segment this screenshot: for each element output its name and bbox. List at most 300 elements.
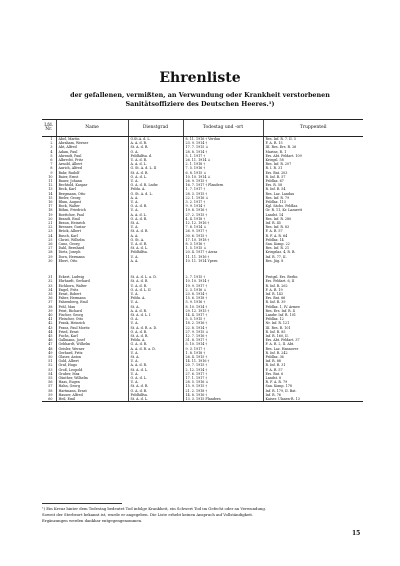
- cell-name: Fried, Ernst: [56, 330, 128, 334]
- cell-date: 2. 3. 1916 ⚔: [183, 288, 263, 292]
- cell-nr: 41: [48, 317, 53, 322]
- cell-name: Engel, Fritz: [56, 288, 128, 292]
- cell-date: 17. 10. 1918 †: [183, 238, 263, 242]
- cell-nr: 25: [48, 237, 53, 242]
- cell-name: Bahr, Rudolf: [56, 171, 128, 175]
- cell-date: 8. 11. 1916 † Verdun: [183, 137, 263, 142]
- cell-unit: Kriegslaz. 4, R. B.: [263, 250, 363, 254]
- cell-name: Beck, Karl: [56, 187, 128, 191]
- cell-unit: Res. Inf. R. 7. II. 5: [263, 137, 363, 142]
- cell-rank: St. A. d. L.: [128, 368, 183, 372]
- cell-rank: G. A. d. R.: [128, 342, 183, 346]
- cell-date: 17. 1. 1917 †: [183, 376, 263, 380]
- cell-unit: Inf. R. 88: [263, 359, 363, 363]
- cell-date: 27. 2. 1915 †: [183, 213, 263, 217]
- cell-name: Gallmann, Josef: [56, 338, 128, 342]
- cell-name: Eichhorn, Walter: [56, 284, 128, 288]
- cell-rank: A. A. d. R.: [128, 141, 183, 145]
- cell-name: Dietz, Joseph: [56, 250, 128, 254]
- cell-rank: O. A. d. L. II: [128, 288, 183, 292]
- cell-date: 8. 10. 1914 †: [183, 305, 263, 309]
- cell-nr: 17: [48, 204, 53, 209]
- cell-nr: 21: [48, 221, 53, 226]
- cell-unit: Res. Inf. R. 207: [263, 162, 363, 166]
- cell-rank: A. A. d. R. a. D.: [128, 347, 183, 351]
- cell-nr: 10: [48, 174, 53, 179]
- cell-unit: F. A. R. 2, II. Abt.: [263, 342, 363, 346]
- cell-date: 26. 9. 1917 †: [183, 229, 263, 233]
- cell-unit: San. Komp. 22: [263, 242, 363, 246]
- cell-unit: Nr. Inf. R. 121: [263, 321, 363, 325]
- cell-rank: U. A.: [128, 359, 183, 363]
- cell-nr: 13: [48, 187, 53, 192]
- cell-unit: Feldlaz. 36: [263, 355, 363, 359]
- cell-nr: 42: [48, 321, 53, 326]
- cell-unit: Feldlaz. 14: [263, 238, 363, 242]
- cell-nr: 22: [48, 225, 53, 230]
- cell-rank: St. A. d. L. I: [128, 313, 183, 317]
- cell-nr: 3: [50, 145, 53, 150]
- cell-date: 14. 4. 1917 †: [183, 313, 263, 317]
- cell-unit: Feldlaz. 67: [263, 179, 363, 183]
- cell-name: Dorn, Hermann: [56, 255, 128, 259]
- cell-name: Ahrendt, Paul: [56, 154, 128, 158]
- cell-unit: R. Inf. R. 242: [263, 351, 363, 355]
- cell-nr: 59: [48, 392, 53, 397]
- cell-name: Bechtold, Kaspar: [56, 183, 128, 187]
- cell-nr: 26: [48, 242, 53, 247]
- cell-rank: O. St. A. d. L.: [128, 192, 183, 196]
- cell-date: 5. 1. 1917 †: [183, 154, 263, 158]
- cell-rank: O. St. A.: [128, 238, 183, 242]
- cell-rank: U. A.: [128, 351, 183, 355]
- cell-nr: 60: [42, 397, 56, 402]
- cell-rank: U. A.: [128, 208, 183, 212]
- cell-rank: A. A. d. R.: [128, 309, 183, 313]
- cell-nr: 36: [48, 296, 53, 301]
- cell-name: Brenner, Gustav: [56, 225, 128, 229]
- cell-date: 4. 4. 1918 †: [183, 217, 263, 221]
- cell-unit: Inf. R. 76: [263, 393, 363, 397]
- cell-rank: U. A.: [128, 200, 183, 204]
- cell-rank: U. A.: [128, 380, 183, 384]
- cell-unit: Landst. 8: [263, 376, 363, 380]
- cell-date: 3. 2. 1917 †: [183, 200, 263, 204]
- page-title: Ehrenliste: [159, 70, 241, 86]
- cell-name: Braun, Heinrich: [56, 221, 128, 225]
- cell-nr: 43: [48, 325, 53, 330]
- cell-unit: Landst. 14: [263, 213, 363, 217]
- honor-roll-table: [42, 119, 363, 402]
- cell-name: Aurich, Alfred: [56, 166, 128, 170]
- cell-name: Böhm, Friedrich: [56, 208, 128, 212]
- cell-rank: St. A. d. R.: [128, 334, 183, 338]
- cell-nr: 7: [50, 162, 53, 167]
- cell-nr: 32: [48, 279, 53, 284]
- cell-name: Faber, Hermann: [56, 296, 128, 300]
- cell-rank: Feldu. A.: [128, 296, 183, 300]
- cell-nr: 16: [48, 200, 53, 205]
- cell-unit: Ers. Bat. 66: [263, 296, 363, 300]
- cell-nr: 46: [48, 338, 53, 343]
- cell-rank: U. A.: [128, 372, 183, 376]
- cell-nr: 20: [48, 216, 53, 221]
- cell-nr: 27: [48, 246, 53, 251]
- cell-name: Abel, Martin: [56, 137, 128, 142]
- cell-date: 17. 7. 1915 ⚔: [183, 145, 263, 149]
- cell-unit: R. Inf. R. 262: [263, 284, 363, 288]
- cell-rank: O. A. d. L.: [128, 175, 183, 179]
- cell-name: Fischer, Georg: [56, 313, 128, 317]
- cell-rank: St. A. d. R.: [128, 229, 183, 233]
- cell-nr: 55: [48, 375, 53, 380]
- cell-unit: R. Inf. R. 85: [263, 330, 363, 334]
- cell-unit: Kriegsl. 58: [263, 158, 363, 162]
- cell-nr: 44: [48, 329, 53, 334]
- cell-date: 30. 6. 1915 †: [183, 234, 263, 238]
- cell-unit: Ers. Feldart. 6, II: [263, 279, 363, 283]
- header-date: Todestag und -ort: [183, 120, 263, 137]
- cell-date: 5. 5. 1915 †: [183, 317, 263, 321]
- cell-unit: Ers. R. 58: [263, 183, 363, 187]
- cell-date: 5. 10. 1914 †: [183, 342, 263, 346]
- cell-date: 23. 8. 1914 †: [183, 292, 263, 296]
- cell-unit: Res. Jäg. 8: [263, 259, 363, 263]
- cell-rank: St. A.: [128, 305, 183, 309]
- cell-unit: Kgl. Sächs. Feldlaz.: [263, 204, 363, 208]
- cell-unit: Festgsl. Ers. Berlin: [263, 275, 363, 279]
- cell-unit: F. A. R. 57: [263, 229, 363, 233]
- cell-unit: III. Res. Ers. R. 26: [263, 145, 363, 149]
- cell-name: Geisler, Werner: [56, 347, 128, 351]
- cell-date: 31. 8. 1917 †: [183, 338, 263, 342]
- cell-rank: Feldhilfsa.: [128, 393, 183, 397]
- subtitle-line-1: der gefallenen, vermißten, an Verwundung oder Krankheit verstorbenen: [70, 91, 330, 99]
- cell-rank: U. A.: [128, 179, 183, 183]
- cell-name: Hartmann, Ernst: [56, 389, 128, 393]
- cell-rank: O. A.: [128, 150, 183, 154]
- cell-nr: 45: [48, 333, 53, 338]
- cell-rank: Feldhilfsa.: [128, 250, 183, 254]
- cell-unit: III. Res. R. 101: [263, 326, 363, 330]
- cell-name: Glaser, Anton: [56, 355, 128, 359]
- cell-rank: St. A. d. R.: [128, 145, 183, 149]
- cell-date: 2. 7. 1915 †: [183, 275, 263, 279]
- cell-rank: A. A. d. L.: [128, 162, 183, 166]
- cell-unit: Ers. Abt. Feldart. 109: [263, 154, 363, 158]
- cell-nr: 1: [50, 137, 53, 141]
- header-name: Name: [56, 120, 128, 137]
- cell-name: Eckert, Ludwig: [56, 275, 128, 279]
- cell-nr: 5: [50, 153, 53, 158]
- cell-date: 16. 7. 1917 † Flandern: [183, 183, 263, 187]
- cell-name: Christ, Wilhelm: [56, 238, 128, 242]
- cell-nr: 8: [50, 166, 53, 171]
- cell-rank: St. A. d. R.: [128, 171, 183, 175]
- cell-unit: Inf. R. 143: [263, 292, 363, 296]
- cell-name: Bieler, Georg: [56, 196, 128, 200]
- cell-date: 28. 5. 1916 ⚔: [183, 380, 263, 384]
- cell-nr: 57: [48, 384, 53, 389]
- cell-nr: 28: [48, 250, 53, 255]
- cell-name: Ebert, Otto: [56, 259, 128, 263]
- cell-unit: Ers. Abt. Feldart. 37: [263, 338, 363, 342]
- gap-cell: [42, 263, 56, 275]
- cell-nr: 6: [50, 158, 53, 163]
- cell-rank: U. A.: [128, 292, 183, 296]
- cell-name: Gold, Albert: [56, 359, 128, 363]
- header-nr: Lfd. Nr.: [42, 120, 56, 137]
- cell-rank: A. A.: [128, 234, 183, 238]
- cell-nr: 23: [48, 229, 53, 234]
- cell-rank: A. A.: [128, 196, 183, 200]
- cell-nr: 48: [48, 346, 53, 351]
- cell-name: Albrecht, Fritz: [56, 158, 128, 162]
- cell-unit: R. F. A. R. 64: [263, 234, 363, 238]
- cell-unit: Marine, R. 1: [263, 150, 363, 154]
- cell-date: 2. 12. 1914 †: [183, 368, 263, 372]
- cell-unit: Res. Laz. Landau: [263, 192, 363, 196]
- cell-date: 20. 7. 1915 †: [183, 363, 263, 367]
- cell-date: 8. 3. 1916 †: [183, 242, 263, 246]
- cell-nr: 24: [48, 233, 53, 238]
- cell-unit: Res. Laz. Hannover: [263, 347, 363, 351]
- cell-unit: San. Komp. 178: [263, 384, 363, 388]
- cell-nr: 49: [48, 350, 53, 355]
- cell-date: 1. 8. 1918 †: [183, 351, 263, 355]
- cell-date: 27. 9. 1915 ⚔: [183, 330, 263, 334]
- cell-date: 18. 2. 1916 †: [183, 321, 263, 325]
- cell-unit: Kaiser. Ulanen-R. 13: [263, 397, 363, 402]
- cell-nr: 19: [48, 212, 53, 217]
- cell-name: Brück, Albert: [56, 229, 128, 233]
- cell-nr: 38: [48, 304, 53, 309]
- cell-name: Fehl, Max: [56, 305, 128, 309]
- table-group-gap: [42, 263, 363, 275]
- cell-name: Gruber, Max: [56, 372, 128, 376]
- cell-nr: 56: [48, 380, 53, 385]
- cell-nr: 52: [48, 363, 53, 368]
- cell-unit: F. A. R. 15: [263, 141, 363, 145]
- cell-nr: 37: [48, 300, 53, 305]
- cell-unit: Ers. Bat. 6: [263, 372, 363, 376]
- cell-date: 10. 11. 1914 Ypern: [183, 259, 263, 263]
- cell-rank: St. A.: [128, 355, 183, 359]
- cell-unit: Inf. R. 160, II.: [263, 334, 363, 338]
- cell-name: Hauser, Alfred: [56, 393, 128, 397]
- cell-name: Hahn, Georg: [56, 384, 128, 388]
- cell-rank: U. A. d. R.: [128, 284, 183, 288]
- cell-unit: R. F. A. R. 79: [263, 380, 363, 384]
- cell-unit: F. A. R. 19: [263, 288, 363, 292]
- table-header-row: [42, 120, 363, 137]
- footnote-line-1: ¹) Ein Kreuz hinter dem Todestag bedeutet Tod infolge Krankheit, ein Schwert Tod im Gefecht oder an Verwundung.: [42, 506, 266, 511]
- cell-unit: Res. Inf. R. 79: [263, 196, 363, 200]
- cell-rank: Feldhilfsa. d.: [128, 154, 183, 158]
- cell-date: 19. 9. 1917 †: [183, 284, 263, 288]
- cell-nr: 30: [48, 258, 53, 263]
- cell-rank: St. A. d. R.: [128, 279, 183, 283]
- cell-nr: 34: [48, 287, 53, 292]
- cell-date: 21. 2. 1918 †: [183, 389, 263, 393]
- page-number: 15: [352, 530, 361, 537]
- cell-unit: Inf. R. 45: [263, 221, 363, 225]
- cell-nr: 12: [48, 183, 53, 188]
- gap-cell: [183, 263, 263, 275]
- cell-unit: Feldlaz. 12: [263, 317, 363, 321]
- header-rank: Dienstgrad: [128, 120, 183, 137]
- cell-rank: O. A. d. R.: [128, 330, 183, 334]
- cell-rank: O. A.: [128, 317, 183, 321]
- cell-date: 7. 8. 1914 ⚔: [183, 225, 263, 229]
- cell-name: Günther, Wilhelm: [56, 376, 128, 380]
- cell-rank: St. A.: [128, 221, 183, 225]
- cell-name: Brandt, Emil: [56, 217, 128, 221]
- cell-name: Graf, Hugo: [56, 363, 128, 367]
- cell-unit: R. Inf. R. 54: [263, 187, 363, 191]
- cell-date: 7. 5. 1916 †: [183, 166, 263, 170]
- cell-rank: St. A. d. L. a. D.: [128, 275, 183, 279]
- cell-date: 10. 10. 1914 ⚔: [183, 175, 263, 179]
- cell-unit: Feldlaz. 1, IV. Armee: [263, 305, 363, 309]
- footnote-line-2: Soweit der Sterbeort bekannt ist, wurde er angegeben. Die Liste erhebt keinen Anspruch auf Vollständigkeit.: [42, 512, 254, 517]
- cell-name: Cuno, Georg: [56, 242, 128, 246]
- cell-rank: U. A.: [128, 300, 183, 304]
- cell-rank: St. A. d. L.: [128, 397, 183, 402]
- cell-unit: Inf. R. 77, II.: [263, 255, 363, 259]
- cell-nr: 31: [48, 275, 53, 280]
- cell-date: 1. 5. 1915 ⚔: [183, 246, 263, 250]
- cell-nr: 39: [48, 308, 53, 313]
- cell-name: Feist, Richard: [56, 309, 128, 313]
- cell-unit: R. I. R. 31: [263, 166, 363, 170]
- cell-nr: 9: [50, 170, 53, 175]
- cell-date: 28. 8. 1914 †: [183, 150, 263, 154]
- cell-nr: 58: [48, 388, 53, 393]
- cell-unit: Gr. R. 11, Kr. Lazarett: [263, 208, 363, 212]
- cell-date: 26. 9. 1915 †: [183, 179, 263, 183]
- cell-name: Abt, Alfred: [56, 145, 128, 149]
- cell-rank: A. A. d. R.: [128, 363, 183, 367]
- cell-rank: U. A.: [128, 225, 183, 229]
- cell-nr: 11: [48, 179, 53, 184]
- cell-date: 14. 11. 1916 †: [183, 359, 263, 363]
- cell-rank: O. A. d. R. Lndw.: [128, 183, 183, 187]
- cell-rank: A. A.: [128, 259, 183, 263]
- cell-nr: 51: [48, 359, 53, 364]
- cell-unit: Res. Inf. R. 83: [263, 225, 363, 229]
- cell-name: Ehrhardt, Gerhard: [56, 279, 128, 283]
- cell-name: Haas, Eugen: [56, 380, 128, 384]
- cell-name: Franz, Paul Moritz: [56, 326, 128, 330]
- cell-name: Bock, Walter: [56, 204, 128, 208]
- cell-nr: 40: [48, 312, 53, 317]
- cell-date: 15. 9. 1915 †: [183, 384, 263, 388]
- cell-date: 19. 8. 1916 †: [183, 208, 263, 212]
- cell-date: 20. 4. 1917 † Arras: [183, 250, 263, 254]
- cell-rank: O. A. d. R.: [128, 217, 183, 221]
- cell-rank: G. St. A. d. L. II: [128, 166, 183, 170]
- gap-cell: [128, 263, 183, 275]
- cell-rank: Feldu. A.: [128, 338, 183, 342]
- cell-rank: U. A. d. R.: [128, 242, 183, 246]
- cell-rank: St. A. d. R. a. D.: [128, 326, 183, 330]
- cell-rank: A. A. d. L.: [128, 213, 183, 217]
- cell-name: Groß, Leopold: [56, 368, 128, 372]
- cell-date: 15. 6. 1918 †: [183, 296, 263, 300]
- footnote-line-3: Ergänzungen werden dankbar entgegengenommen.: [42, 518, 143, 523]
- cell-nr: 2: [50, 141, 53, 146]
- table-row: [42, 397, 363, 402]
- cell-rank: Feldu. A.: [128, 187, 183, 191]
- cell-date: 9. 9. 1914 †: [183, 204, 263, 208]
- cell-name: Bauer, Johann: [56, 179, 128, 183]
- cell-date: 22. 8. 1914 †: [183, 326, 263, 330]
- cell-date: 11. 11. 1916 †: [183, 255, 263, 259]
- cell-rank: U. A.: [128, 255, 183, 259]
- cell-rank: U. A.: [128, 321, 183, 325]
- cell-nr: 35: [48, 291, 53, 296]
- gap-cell: [56, 263, 128, 275]
- cell-nr: 47: [48, 342, 53, 347]
- footnote-rule: [42, 503, 122, 504]
- cell-nr: 33: [48, 283, 53, 288]
- cell-rank: O. A. d. R.: [128, 389, 183, 393]
- cell-name: Bergmann, Otto: [56, 192, 128, 196]
- cell-name: Dahl, Bernhard: [56, 246, 128, 250]
- cell-rank: O.St.A. d. L.: [128, 137, 183, 142]
- cell-rank: O. A. d. R.: [128, 204, 183, 208]
- cell-unit: F. A. R. 57: [263, 368, 363, 372]
- cell-name: Ernst, Robert: [56, 292, 128, 296]
- cell-unit: Res. Inf. R. 21: [263, 246, 363, 250]
- cell-unit: Inf. R. 179, II. Bat.: [263, 389, 363, 393]
- header-unit: Truppenteil: [263, 120, 363, 137]
- cell-nr: 4: [50, 149, 53, 154]
- cell-name: Adam, Paul: [56, 150, 128, 154]
- cell-name: Arnold, Albert: [56, 162, 128, 166]
- cell-date: 12. 7. 1916 †: [183, 334, 263, 338]
- gap-cell: [263, 263, 363, 275]
- cell-date: 1. 7. 1917 †: [183, 187, 263, 191]
- cell-name: Fleischer, Otto: [56, 317, 128, 321]
- cell-unit: Feldlaz. 113: [263, 200, 363, 204]
- cell-date: 23. 9. 1914 †: [183, 141, 263, 145]
- cell-date: 26. 4. 1915 †: [183, 355, 263, 359]
- cell-name: Frank, Heinrich: [56, 321, 128, 325]
- cell-date: 26. 11. 1914 ⚔: [183, 158, 263, 162]
- cell-date: 22. 1. 1916 ⚔: [183, 196, 263, 200]
- cell-name: Gebhardt, Wilhelm: [56, 342, 128, 346]
- cell-date: 2. 1. 1918 †: [183, 162, 263, 166]
- cell-unit: Ers. Bat. 203: [263, 171, 363, 175]
- cell-unit: Res. Inf. R. 280: [263, 217, 363, 221]
- cell-name: Abraham, Werner: [56, 141, 128, 145]
- cell-name: Baier, Ernst: [56, 175, 128, 179]
- subtitle-line-2: Sanitätsoffiziere des Deutschen Heeres.¹): [125, 100, 275, 108]
- cell-unit: R. Inf. R. 57: [263, 175, 363, 179]
- cell-date: 10. 10. 1914 †: [183, 279, 263, 283]
- cell-nr: 53: [48, 367, 53, 372]
- cell-unit: Res. Ers. Inf. R. 4: [263, 309, 363, 313]
- cell-date: 28. 3. 1915 †: [183, 192, 263, 196]
- cell-name: Fuchs, Karl: [56, 334, 128, 338]
- cell-date: 6. 8. 1915 ⚔: [183, 171, 263, 175]
- cell-unit: R. Inf. R. 39: [263, 300, 363, 304]
- cell-date: 27. 6. 1917 †: [183, 372, 263, 376]
- cell-date: 12. 12. 1916 †: [183, 221, 263, 225]
- cell-nr: 29: [48, 254, 53, 259]
